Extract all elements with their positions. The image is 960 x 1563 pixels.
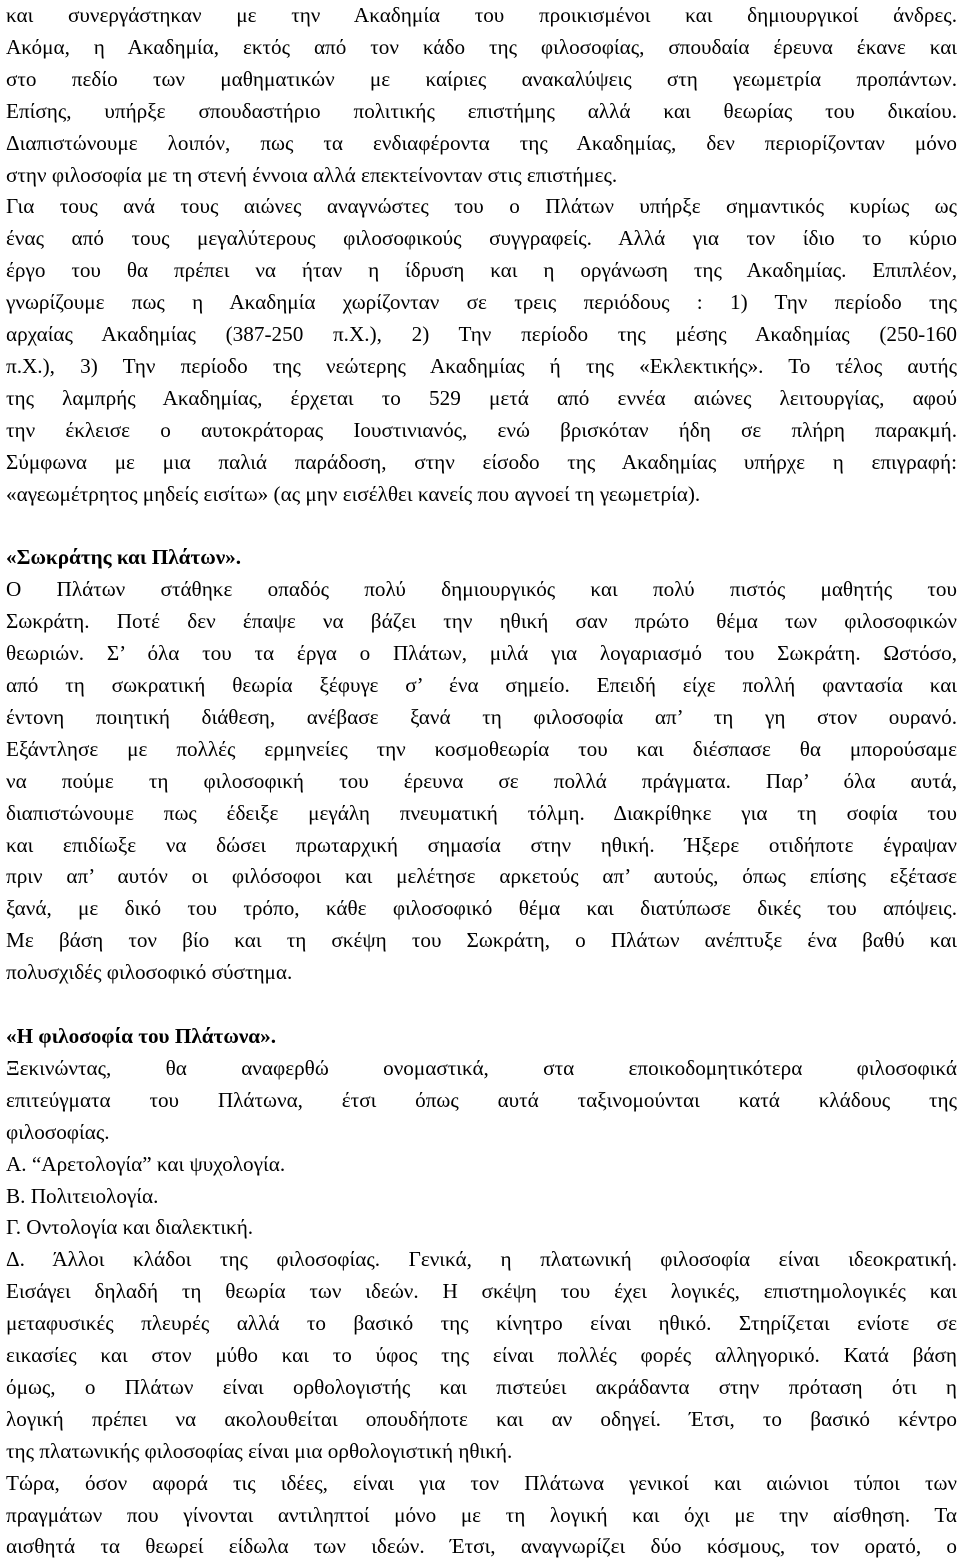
text-line: Με βάση τον βίο και τη σκέψη του Σωκράτη, ο Πλάτων ανέπτυξε ένα βαθύ και (6, 928, 957, 953)
list-item: Α. “Αρετολογία” και ψυχολογία. (6, 1151, 286, 1176)
text-line: από τη σωκρατική θεωρία ξέφυγε σ’ ένα σημείο. Επειδή είχε πολλή φαντασία και (6, 673, 957, 698)
text-line: Σύμφωνα με μια παλιά παράδοση, στην είσοδο της Ακαδημίας υπήρχε η επιγραφή: (6, 449, 957, 474)
list-item: Δ. Άλλοι κλάδοι της φιλοσοφίας. Γενικά, η πλατωνική φιλοσοφία είναι ιδεοκρατική. (6, 1247, 957, 1272)
text-line: στο πεδίο των μαθηματικών με καίριες ανακαλύψεις στη γεωμετρία προπάντων. (6, 66, 957, 91)
section-socrates-plato (6, 542, 957, 989)
text-line: διαπιστώνουμε πως έδειξε μεγάλη πνευματική τόλμη. Διακρίθηκε για τη σοφία του (6, 800, 957, 825)
text-line: πριν απ’ αυτόν οι φιλόσοφοι και μελέτησε αρκετούς απ’ αυτούς, όπως επίσης εξέτασε (6, 864, 957, 889)
text-line: αισθητά τα θεωρεί είδωλα των ιδεών. Έτσι, αναγνωρίζει δύο κόσμους, τον ορατό, ο (6, 1534, 957, 1559)
text-line: πολυσχιδές φιλοσοφικό σύστημα. (6, 960, 293, 985)
text-line: θεωριών. Σ’ όλα του τα έργα ο Πλάτων, μιλά για λογαριασμό του Σωκράτη. Ωστόσο, (6, 641, 957, 666)
text-line: Εισάγει δηλαδή τη θεωρία των ιδεών. Η σκέψη του έχει λογικές, επιστημολογικές και (6, 1279, 957, 1304)
text-line: Ξεκινώντας, θα αναφερθώ ονομαστικά, στα εποικοδομητικότερα φιλοσοφικά (6, 1055, 957, 1080)
text-line: πραγμάτων που γίνονται αντιληπτοί μόνο με τη λογική και όχι με την αίσθηση. Τα (6, 1502, 957, 1527)
text-line: της λαμπρής Ακαδημίας, έρχεται το 529 μετά από εννέα αιώνες λειτουργίας, αφού (6, 385, 957, 410)
text-line: λογική πρέπει να ακολουθείται οπουδήποτε και αν οδηγεί. Έτσι, το βασικό κέντρο (6, 1406, 957, 1431)
text-line: και επιδίωξε να δώσει πρωταρχική σημασία στην ηθική. Ήξερε οτιδήποτε έγραψαν (6, 832, 957, 857)
text-line: της πλατωνικής φιλοσοφίας είναι μια ορθολογιστική ηθική. (6, 1438, 513, 1463)
text-line: Ακόμα, η Ακαδημία, εκτός από τον κάδο της φιλοσοφίας, σπουδαία έρευνα έκανε και (6, 34, 957, 59)
text-line: εικασίες και στον μύθο και το ύφος της είναι πολλές φορές αλληγορικό. Κατά βάση (6, 1343, 957, 1368)
text-line: μεταφυσικές πλευρές αλλά το βασικό της κίνητρο είναι ηθικό. Στηρίζεται ενίοτε σε (6, 1311, 957, 1336)
text-line: την έκλεισε ο αυτοκράτορας Ιουστινιανός, ενώ βρισκόταν ήδη σε πλήρη παρακμή. (6, 417, 957, 442)
section-heading: «Σωκράτης και Πλάτων». (6, 545, 242, 570)
text-line: Σωκράτη. Ποτέ δεν έπαψε να βάζει την ηθική σαν πρώτο θέμα των φιλοσοφικών (6, 609, 957, 634)
section-heading: «Η φιλοσοφία του Πλάτωνα». (6, 1023, 276, 1048)
list-item: Β. Πολιτειολογία. (6, 1183, 159, 1208)
section-plato-philosophy (6, 1021, 957, 1563)
text-line: αρχαίας Ακαδημίας (387-250 π.Χ.), 2) Την περίοδο της μέσης Ακαδημίας (250-160 (6, 322, 957, 347)
text-line: Τώρα, όσον αφορά τις ιδέες, είναι για τον Πλάτωνα γενικοί και αιώνιοι τύποι των (6, 1470, 957, 1495)
text-line: όμως, ο Πλάτων είναι ορθολογιστής και πιστεύει ακράδαντα στην πρόταση ότι η (6, 1374, 957, 1399)
text-line: π.Χ.), 3) Την περίοδο της νεώτερης Ακαδημίας ή της «Εκλεκτικής». Το τέλος αυτής (6, 353, 957, 378)
text-line: φιλοσοφίας. (6, 1119, 110, 1144)
list-item: Γ. Οντολογία και διαλεκτική. (6, 1215, 254, 1240)
paragraph-spacer (6, 511, 957, 543)
text-line: «αγεωμέτρητος μηδείς εισίτω» (ας μην εισέλθει κανείς που αγνοεί τη γεωμετρία). (6, 481, 701, 506)
paragraph-academy (6, 0, 957, 511)
text-line: Διαπιστώνουμε λοιπόν, πως τα ενδιαφέροντα της Ακαδημίας, δεν περιορίζονταν μόνο (6, 130, 957, 155)
text-line: Για τους ανά τους αιώνες αναγνώστες του ο Πλάτων υπήρξε σημαντικός κυρίως ως (6, 194, 957, 219)
text-line: έργο του θα πρέπει να ήταν η ίδρυση και η οργάνωση της Ακαδημίας. Επιπλέον, (6, 258, 957, 283)
text-line: γνωρίζουμε πως η Ακαδημία χωρίζονταν σε τρεις περιόδους : 1) Την περίοδο της (6, 290, 957, 315)
text-line: να πούμε τη φιλοσοφική του έρευνα σε πολλά πράγματα. Παρ’ όλα αυτά, (6, 768, 957, 793)
text-line: Επίσης, υπήρξε σπουδαστήριο πολιτικής επιστήμης αλλά και θεωρίας του δικαίου. (6, 98, 957, 123)
text-line: Ο Πλάτων στάθηκε οπαδός πολύ δημιουργικός και πολύ πιστός μαθητής του (6, 577, 957, 602)
text-line: στην φιλοσοφία με τη στενή έννοια αλλά επεκτείνονταν στις επιστήμες. (6, 162, 618, 187)
text-line: ξανά, με δικό του τρόπο, κάθε φιλοσοφικό θέμα και διατύπωσε δικές του απόψεις. (6, 896, 957, 921)
text-line: επιτεύγματα του Πλάτωνα, έτσι όπως αυτά ταξινομούνται κατά κλάδους της (6, 1087, 957, 1112)
text-line: ένας από τους μεγαλύτερους φιλοσοφικούς συγγραφείς. Αλλά για τον ίδιο το κύριο (6, 226, 957, 251)
document-page (6, 0, 957, 1563)
text-line: έντονη ποιητική διάθεση, ανέβασε ξανά τη φιλοσοφία απ’ τη γη στον ουρανό. (6, 704, 957, 729)
text-line: και συνεργάστηκαν με την Ακαδημία του προικισμένοι και δημιουργικοί άνδρες. (6, 3, 957, 27)
paragraph-spacer (6, 989, 957, 1021)
text-line: Εξάντλησε με πολλές ερμηνείες την κοσμοθεωρία του και διέσπασε θα μπορούσαμε (6, 736, 957, 761)
